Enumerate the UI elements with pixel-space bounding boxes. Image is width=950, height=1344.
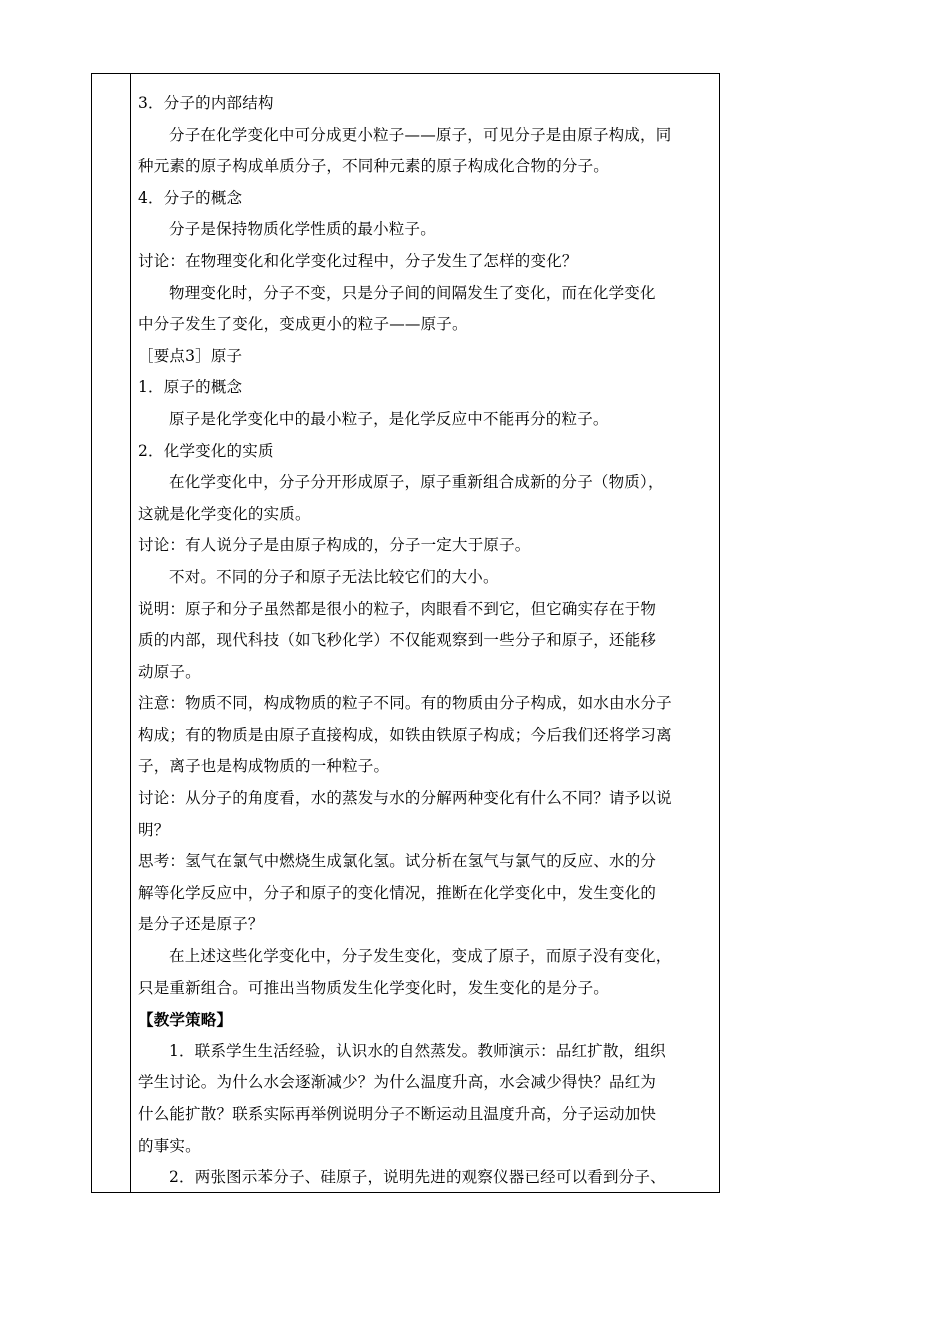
discussion-line: 明？ (138, 820, 170, 839)
paragraph-line: 原子是化学变化中的最小粒子，是化学反应中不能再分的粒子。 (169, 409, 609, 428)
heading-atom-concept: 1．原子的概念 (138, 378, 243, 397)
attention-line: 注意：物质不同，构成物质的粒子不同。有的物质由分子构成，如水由水分子 (138, 694, 672, 713)
discussion-line: 讨论：从分子的角度看，水的蒸发与水的分解两种变化有什么不同？请予以说 (138, 789, 672, 808)
paragraph-line: 学生讨论。为什么水会逐渐减少？为什么温度升高，水会减少得快？品红为 (138, 1073, 657, 1092)
heading-molecule-structure: 3．分子的内部结构 (138, 94, 274, 112)
paragraph-line: 在化学变化中，分子分开形成原子，原子重新组合成新的分子（物质）， (169, 473, 664, 492)
heading-chemical-change: 2．化学变化的实质 (138, 441, 274, 460)
paragraph-line: 什么能扩散？联系实际再举例说明分子不断运动且温度升高，分子运动加快 (138, 1105, 657, 1123)
paragraph-line: 1．联系学生生活经验，认识水的自然蒸发。教师演示：品红扩散，组织 (169, 1041, 666, 1060)
paragraph-line: 分子在化学变化中可分成更小粒子——原子，可见分子是由原子构成，同 (169, 125, 672, 144)
column-divider-right (719, 74, 720, 1192)
key-point-heading: ［要点3］原子 (138, 346, 243, 365)
paragraph-line: 2．两张图示苯分子、硅原子，说明先进的观察仪器已经可以看到分子、 (169, 1168, 666, 1187)
attention-line: 构成；有的物质是由原子直接构成，如铁由铁原子构成；今后我们还将学习离 (138, 725, 672, 744)
paragraph-line: 在上述这些化学变化中，分子发生变化，变成了原子，而原子没有变化， (169, 947, 672, 966)
discussion-line: 讨论：有人说分子是由原子构成的，分子一定大于原子。 (138, 536, 531, 555)
teaching-strategy-heading: 【教学策略】 (138, 1010, 233, 1030)
heading-molecule-concept: 4．分子的概念 (138, 188, 243, 207)
thinking-line: 是分子还是原子？ (138, 915, 264, 934)
attention-line: 子，离子也是构成物质的一种粒子。 (138, 757, 390, 776)
note-line: 动原子。 (138, 662, 201, 681)
note-line: 质的内部，现代科技（如飞秒化学）不仅能观察到一些分子和原子，还能移 (138, 631, 657, 650)
paragraph-line: 只是重新组合。可推出当物质发生化学变化时，发生变化的是分子。 (138, 978, 610, 997)
paragraph-line: 物理变化时，分子不变，只是分子间的间隔发生了变化，而在化学变化 (169, 283, 656, 302)
paragraph-line: 这就是化学变化的实质。 (138, 504, 311, 523)
main-text-column (138, 88, 710, 1194)
thinking-line: 思考：氢气在氯气中燃烧生成氯化氢。试分析在氢气与氯气的反应、水的分 (138, 852, 657, 871)
paragraph-line: 种元素的原子构成单质分子，不同种元素的原子构成化合物的分子。 (138, 157, 610, 176)
thinking-line: 解等化学反应中，分子和原子的变化情况，推断在化学变化中，发生变化的 (138, 883, 657, 902)
note-line: 说明：原子和分子虽然都是很小的粒子，肉眼看不到它，但它确实存在于物 (138, 599, 657, 618)
column-divider-left (130, 74, 131, 1192)
paragraph-line: 中分子发生了变化，变成更小的粒子——原子。 (138, 315, 468, 334)
paragraph-line: 的事实。 (138, 1136, 201, 1155)
paragraph-line: 分子是保持物质化学性质的最小粒子。 (169, 220, 436, 239)
paragraph-line: 不对。不同的分子和原子无法比较它们的大小。 (169, 567, 499, 586)
discussion-line: 讨论：在物理变化和化学变化过程中，分子发生了怎样的变化？ (138, 251, 578, 270)
